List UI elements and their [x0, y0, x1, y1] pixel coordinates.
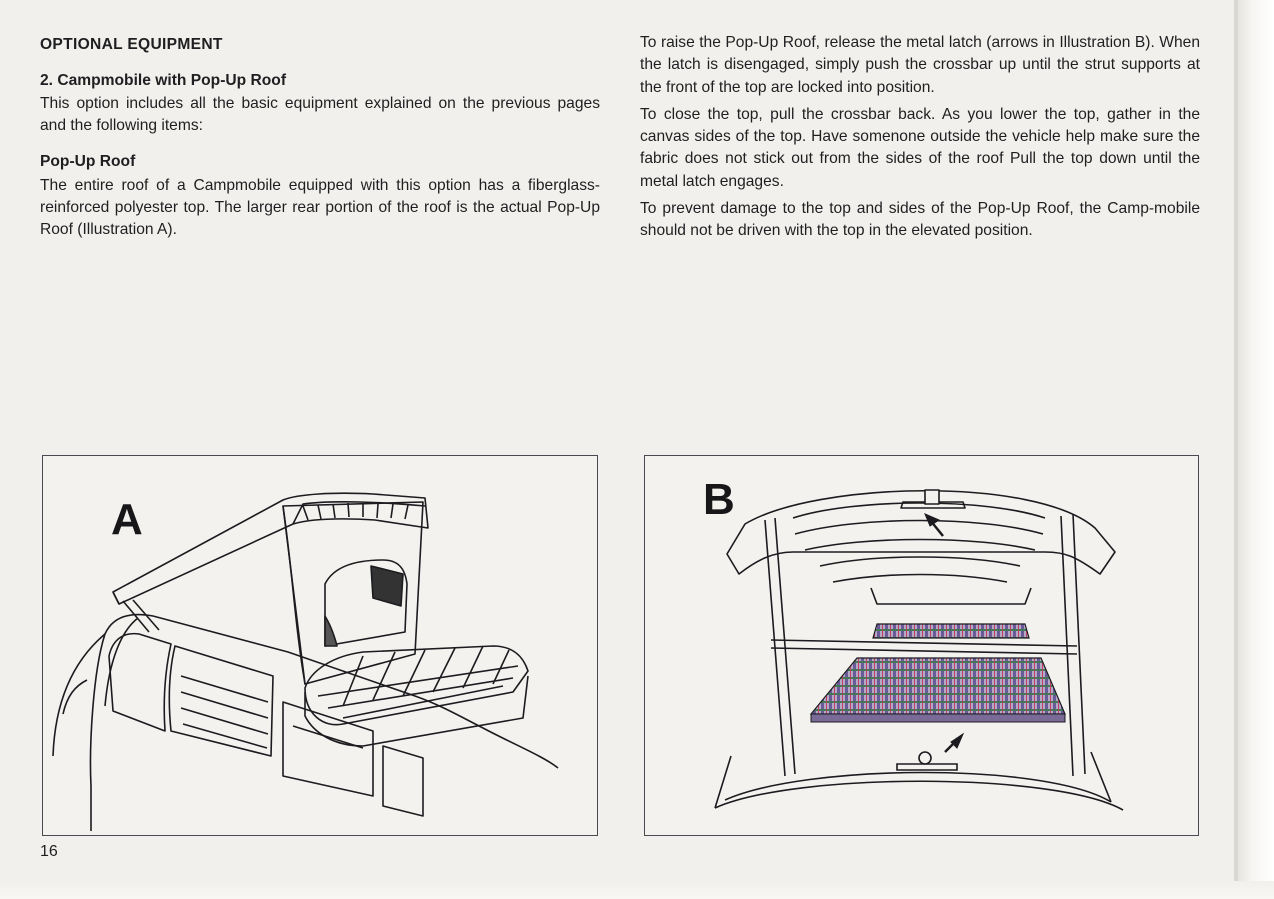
- illustration-b-label: B: [703, 475, 735, 524]
- page-bottom-edge: [0, 881, 1274, 899]
- illustration-b: [644, 455, 1199, 836]
- prevent-damage-paragraph: To prevent damage to the top and sides of the Pop-Up Roof, the Camp-mobile should not be driven with the top in the elevated position.: [640, 200, 1200, 240]
- intro-paragraph: This option includes all the basic equipment explained on the previous pages and the following items:: [40, 95, 600, 135]
- illustration-a-label: A: [111, 495, 143, 544]
- illustration-a: [42, 455, 598, 836]
- page-number: 16: [40, 843, 58, 860]
- raise-roof-paragraph: To raise the Pop-Up Roof, release the metal latch (arrows in Illustration B). When the latch is disengaged, simply push the crossbar up until the strut supports at the front of the top are locked into position.: [640, 34, 1200, 96]
- close-roof-paragraph: To close the top, pull the crossbar back. As you lower the top, gather in the canvas sides of the top. Have somenone outside the vehicle help make sure the fabric does not stick out from the sides of the roof Pull the top down until the metal latch engages.: [640, 105, 1200, 190]
- left-column: [40, 32, 600, 249]
- right-column: [640, 32, 1200, 251]
- pop-up-roof-paragraph: The entire roof of a Campmobile equipped with this option has a fiberglass-reinforced polyester top. The larger rear portion of the roof is the actual Pop-Up Roof (Illustration A).: [40, 176, 600, 239]
- subsection-title: 2. Campmobile with Pop-Up Roof: [40, 72, 287, 89]
- section-title: OPTIONAL EQUIPMENT: [40, 36, 223, 53]
- page-edge: [1238, 0, 1274, 899]
- pop-up-roof-heading: Pop-Up Roof: [40, 152, 136, 170]
